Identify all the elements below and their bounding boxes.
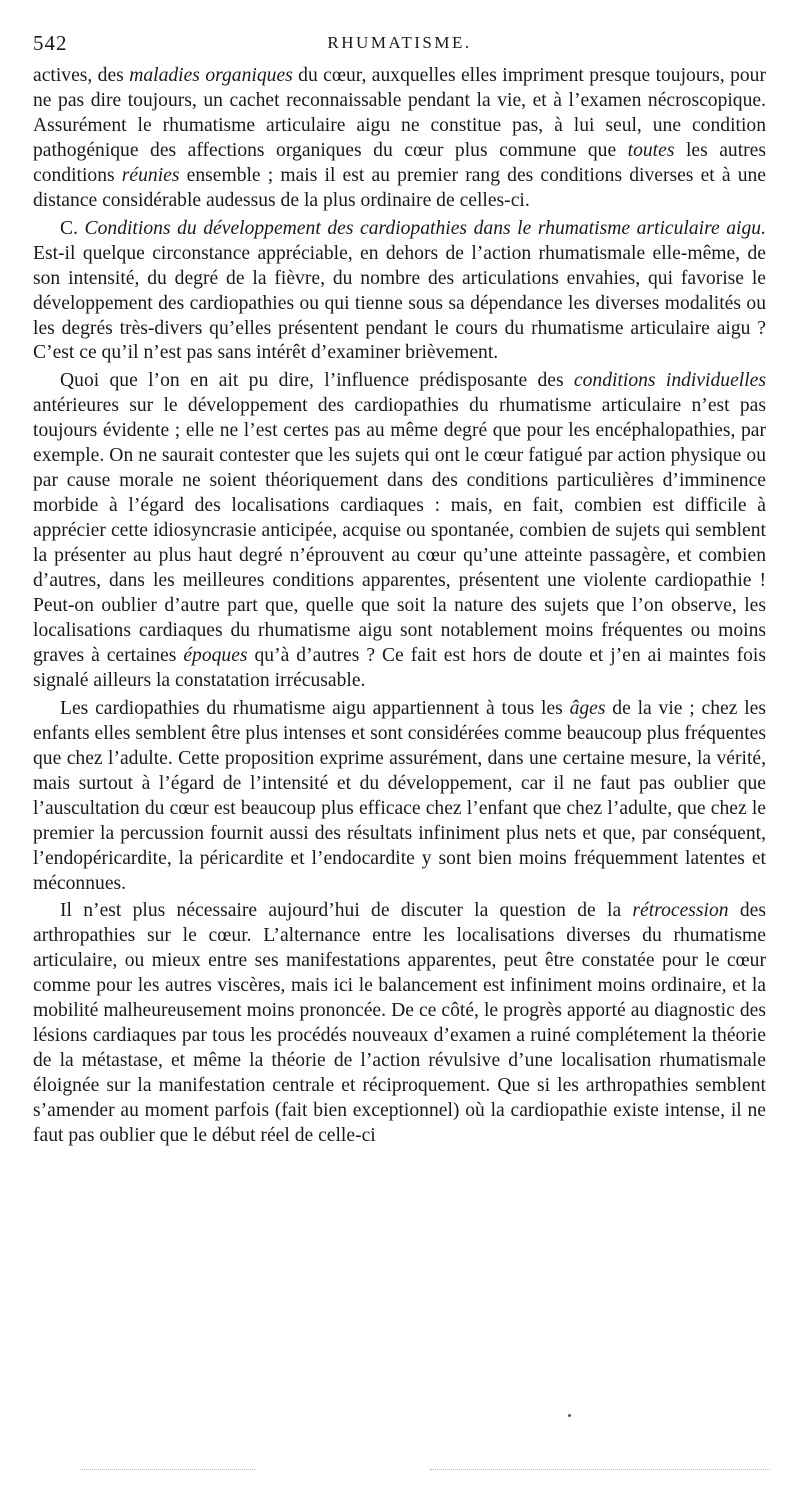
italic-phrase: rétrocession	[632, 900, 729, 922]
page-header	[33, 31, 766, 59]
paragraph	[33, 64, 766, 214]
text-run: Quoi que l’on en ait pu dire, l’influence prédisposante des	[60, 370, 574, 392]
bleed-through-mark	[80, 1469, 255, 1470]
ink-speck	[568, 1414, 571, 1417]
italic-phrase: âges	[569, 697, 606, 719]
text-run: des arthropathies sur le cœur. L’alternance entre les localisations diverses du rhumatisme articulaire, ou mieux entre ses manifestations apparentes, peut être constatée pour le cœur comme pour les autres viscères, mais ici le balancement est infiniment moins ordinaire, et la mobilité malheureusement moins prononcée. De ce côté, le progrès apporté au diagnostic des lésions cardiaques par tous les procédés nouveaux d’examen a ruiné complétement la théorie de la métastase, et même la théorie de l’action révulsive d’une localisation rhumatismale éloignée sur la manifestation centrale et réciproquement. Que si les arthropathies semblent s’amender au moment parfois (fait bien exceptionnel) où la cardiopathie existe intense, il ne faut pas oublier que le début réel de celle-ci	[33, 900, 766, 1147]
paragraph	[33, 217, 766, 367]
text-run: du cœur, auxquelles elles impriment presque toujours, pour ne pas dire toujours, un cachet reconnaissable pendant la vie, et à l’examen nécroscopique. Assurément le rhumatisme articulaire aigu ne constitue pas, à lui seul, une condition pathogénique des affections organiques du cœur plus commune que	[33, 65, 766, 161]
text-run: Est-il quelque circonstance appréciable, en dehors de l’action rhumatismale elle-même, de son intensité, du degré de la fièvre, du nombre des articulations envahies, qui favorise le développement des cardiopathies ou qui tienne sous sa dépendance les diverses modalités ou les degrés très-divers qu’elles présentent pendant le cours du rhumatisme articulaire aigu ? C’est ce qu’il n’est pas sans intérêt d’examiner brièvement.	[33, 242, 766, 364]
text-run: ensemble ; mais il est au premier rang des conditions diverses et à une distance considérable audessus de la plus ordinaire de celles-ci.	[33, 164, 766, 211]
text-run: actives, des	[33, 65, 130, 86]
italic-phrase: conditions individuelles	[573, 370, 766, 392]
text-run: les autres conditions	[33, 139, 766, 186]
italic-phrase: toutes	[627, 139, 675, 161]
italic-phrase: Conditions du développement des cardiopathies dans le rhumatisme articulaire aigu.	[84, 217, 766, 239]
bleed-through-mark	[430, 1469, 770, 1470]
italic-phrase: réunies	[121, 164, 180, 186]
text-run: antérieures sur le développement des cardiopathies du rhumatisme articulaire n’est pas toujours évidente ; elle ne l’est certes pas au même degré que pour les encéphalopathies, par exemple. On ne saurait contester que les sujets qui ont le cœur fatigué par action physique ou par cause morale ne soient théoriquement dans des conditions particulières d’imminence morbide à l’égard des localisations cardiaques : mais, en fait, combien est difficile à apprécier cette idiosyncrasie anticipée, acquise ou spontanée, combien de sujets qui semblent la présenter au plus haut degré n’éprouvent au cœur qu’une atteinte passagère, et combien d’autres, dans les meilleures conditions apparentes, présentent une violente cardiopathie ! Peut-on oublier d’autre part que, quelle que soit la nature des sujets que l’on observe, les localisations cardiaques du rhumatisme aigu sont notablement moins fréquentes ou moins graves à certaines	[33, 395, 766, 666]
text-run: Il n’est plus nécessaire aujourd’hui de discuter la question de la	[60, 900, 633, 922]
italic-phrase: maladies organiques	[129, 65, 293, 86]
italic-phrase: époques	[183, 644, 248, 666]
text-run: Les cardiopathies du rhumatisme aigu appartiennent à tous les	[60, 697, 570, 719]
body-text	[33, 64, 766, 1149]
text-run: C.	[60, 217, 85, 239]
page-number: 542	[33, 31, 68, 55]
paragraph	[33, 899, 766, 1149]
paragraph	[33, 369, 766, 693]
paragraph	[33, 697, 766, 897]
running-title: RHUMATISME.	[327, 33, 472, 52]
text-run: qu’à d’autres ? Ce fait est hors de doute et j’en ai maintes fois signalé ailleurs la constatation irrécusable.	[33, 644, 767, 691]
text-run: de la vie ; chez les enfants elles semblent être plus intenses et sont considérées comme beaucoup plus fréquentes que chez l’adulte. Cette proposition exprime assurément, dans une certaine mesure, la vérité, mais surtout à l’égard de l’intensité et du développement, car il ne faut pas oublier que l’auscultation du cœur est beaucoup plus efficace chez l’enfant que chez l’adulte, que chez le premier la percussion fournit aussi des résultats infiniment plus nets et que, par conséquent, l’endopéricardite, la péricardite et l’endocardite y sont bien moins fréquemment latentes et méconnues.	[33, 697, 766, 894]
